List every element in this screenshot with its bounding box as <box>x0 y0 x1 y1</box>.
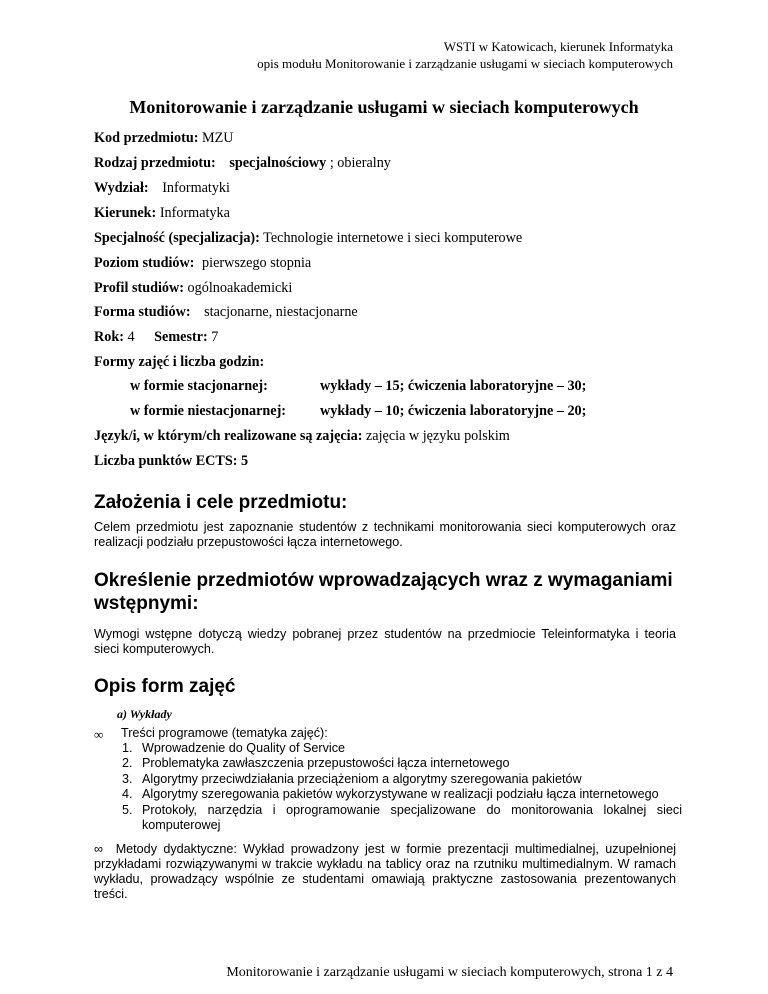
section-wymagania-text: Wymogi wstępne dotyczą wiedzy pobranej przez studentów na przedmiocie Teleinformatyka i teoria sieci komputerowych. <box>94 627 676 656</box>
poziom-row <box>94 254 311 272</box>
topic-item: 2. Problematyka zawłaszczenia przepustowości łącza internetowego <box>122 756 510 771</box>
topic-item: 1. Wprowadzenie do Quality of Service <box>122 741 345 755</box>
page-footer: Monitorowanie i zarządzanie usługami w sieciach komputerowych, strona 1 z 4 <box>226 965 673 980</box>
profil-label: Profil studiów: <box>94 280 184 296</box>
kierunek-row <box>94 204 230 222</box>
section-wymagania-heading-2: wstępnymi: <box>94 593 199 614</box>
jezyk-row <box>94 427 510 445</box>
kod-value: MZU <box>201 130 234 146</box>
document-title: Monitorowanie i zarządzanie usługami w sieciach komputerowych <box>129 97 639 117</box>
formy-row <box>94 353 264 371</box>
rok-value: 4 <box>127 329 135 345</box>
header-line-1: WSTI w Katowicach, kierunek Informatyka <box>443 39 673 54</box>
specjalnosc-value: Technologie internetowe i sieci komputerowe <box>263 230 523 246</box>
formy-label: Formy zajęć i liczba godzin: <box>94 354 265 370</box>
forma-row <box>94 303 358 321</box>
section-cele-text: Celem przedmiotu jest zapoznanie studentów z technikami monitorowania sieci komputerowych oraz realizacji podziału przepustowości łącza internetowego. <box>94 520 676 549</box>
metody-paragraph <box>94 842 676 902</box>
specjalnosc-row <box>94 229 522 247</box>
header-line-2: opis modułu Monitorowanie i zarządzanie usługami w sieciach komputerowych <box>257 56 673 71</box>
niestac-label: w formie niestacjonarnej: <box>130 403 287 419</box>
forma-value: stacjonarne, niestacjonarne <box>204 304 358 320</box>
stac-label: w formie stacjonarnej: <box>130 378 268 394</box>
specjalnosc-label: Specjalność (specjalizacja): <box>94 230 260 246</box>
wydzial-label: Wydział: <box>94 180 149 196</box>
topic-text: Algorytmy szeregowania pakietów wykorzystywane w realizacji podziału łącza internetowego <box>142 787 659 802</box>
kod-label: Kod przedmiotu: <box>94 130 199 146</box>
kierunek-label: Kierunek: <box>94 205 157 221</box>
ects-label: Liczba punktów ECTS: <box>94 453 238 469</box>
rodzaj-row <box>94 154 391 172</box>
topic-item: 3. Algorytmy przeciwdziałania przeciążeniom a algorytmy szeregowania pakietów <box>122 771 582 786</box>
poziom-value: pierwszego stopnia <box>202 255 312 271</box>
topic-item: 4. Algorytmy szeregowania pakietów wykorzystywane w realizacji podziału łącza internetowego <box>122 787 659 802</box>
ects-value: 5 <box>241 453 249 469</box>
topics-list <box>116 741 682 833</box>
topic-text: Protokoły, narzędzia i oprogramowanie specjalizowane do monitorowania lokalnej sieci komputerowej <box>142 802 682 833</box>
semestr-value: 7 <box>211 329 219 345</box>
tresci-label: Treści programowe (tematyka zajęć): <box>121 726 328 740</box>
topic-text: Algorytmy przeciwdziałania przeciążeniom a algorytmy szeregowania pakietów <box>142 771 582 786</box>
topic-text: Problematyka zawłaszczenia przepustowości łącza internetowego <box>142 756 510 771</box>
profil-value: ogólnoakademicki <box>187 280 293 296</box>
rodzaj-value-rest: ; obieralny <box>326 155 391 171</box>
metody-text: Metody dydaktyczne: Wykład prowadzony jest w formie prezentacji multimedialnej, uzupełnionej przykładami rozwiązywanymi w trakcie wykładu na tablicy oraz na rzutniku multimedialnym. W ramach wykładu, prowadzący wspólnie ze studentami omawiają praktyczne zastosowania prezentowanych treści. <box>94 842 676 901</box>
rodzaj-label: Rodzaj przedmiotu: <box>94 155 216 171</box>
section-formy-heading: Opis form zajęć <box>94 676 236 697</box>
niestac-value: wykłady – 10; ćwiczenia laboratoryjne – 20; <box>320 403 587 419</box>
wydzial-row <box>94 179 230 197</box>
forma-label: Forma studiów: <box>94 304 191 320</box>
semestr-label: Semestr: <box>154 329 208 345</box>
infinity-bullet-icon: ∞ <box>94 842 103 856</box>
stac-value: wykłady – 15; ćwiczenia laboratoryjne – 30; <box>320 378 587 394</box>
topic-text: Wprowadzenie do Quality of Service <box>142 741 345 755</box>
kod-row <box>94 129 234 147</box>
rok-semestr-row <box>94 328 218 346</box>
jezyk-value: zajęcia w języku polskim <box>366 428 510 444</box>
poziom-label: Poziom studiów: <box>94 255 195 271</box>
section-wymagania-heading-1: Określenie przedmiotów wprowadzających wraz z wymaganiami <box>94 570 673 591</box>
topic-item: 5. Protokoły, narzędzia i oprogramowanie specjalizowane do monitorowania lokalnej sieci komputerowej <box>122 802 682 833</box>
rok-label: Rok: <box>94 329 124 345</box>
infinity-bullet-icon: ∞ <box>94 727 104 742</box>
rodzaj-value-bold: specjalnościowy <box>229 155 327 171</box>
section-cele-heading: Założenia i cele przedmiotu: <box>94 492 348 513</box>
jezyk-label: Język/i, w którym/ch realizowane są zajęcia: <box>94 428 363 444</box>
wydzial-value: Informatyki <box>162 180 230 196</box>
wyklady-subheading: a) Wykłady <box>117 707 172 721</box>
profil-row <box>94 279 292 297</box>
kierunek-value: Informatyka <box>159 205 230 221</box>
ects-row <box>94 452 248 470</box>
